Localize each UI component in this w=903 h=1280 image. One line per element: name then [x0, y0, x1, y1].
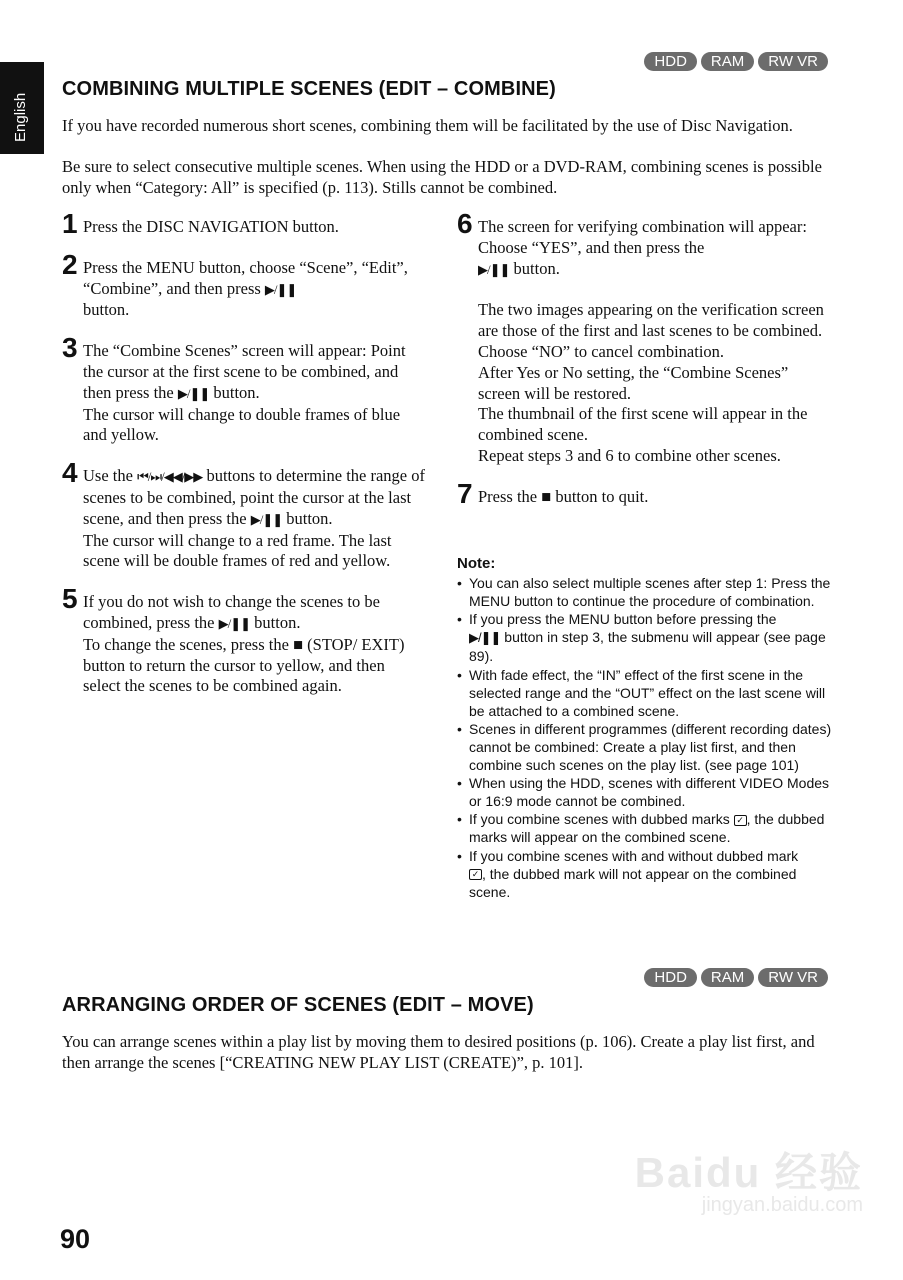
step-number: 3 [62, 332, 78, 364]
step-text: The “Combine Scenes” screen will appear: Point the cursor at the first scene to be combined, and then press the [83, 341, 406, 402]
step-text: The cursor will change to double frames of blue and yellow. [83, 404, 401, 445]
watermark-url: jingyan.baidu.com [701, 1194, 863, 1216]
step-text: If you do not wish to change the scenes to be combined, press the [83, 592, 380, 632]
step-1 [62, 208, 426, 239]
skip-search-icons: ⏮/⏭/◀◀/▶▶ [137, 469, 203, 485]
note-item: • When using the HDD, scenes with different VIDEO Modes or 16:9 mode cannot be combined. [457, 774, 837, 810]
note-item: • With fade effect, the “IN” effect of the first scene in the selected range and the “OUT” effect on the last scene will be attached to a combined scene. [457, 666, 837, 720]
move-paragraph: You can arrange scenes within a play list by moving them to desired positions (p. 106). Create a play list first, and then arrange the scenes [“CREATING NEW PLAY LIST (CREATE)”, p. 101]. [62, 1032, 815, 1072]
badge-rw-vr: RW VR [758, 968, 828, 987]
badge-hdd: HDD [644, 968, 697, 987]
step-6 [457, 208, 832, 467]
page-number: 90 [60, 1224, 91, 1254]
step-2 [62, 248, 426, 321]
section-title-move: ARRANGING ORDER OF SCENES (EDIT – MOVE) [62, 994, 534, 1016]
note-item: • If you combine scenes with dubbed marks ✓ , the dubbed marks will appear on the combined scene. [457, 810, 837, 846]
intro-paragraph-1: If you have recorded numerous short scenes, combining them will be facilitated by the use of Disc Navigation. [62, 116, 793, 135]
step-7 [457, 477, 832, 509]
stop-icon: ■ [293, 634, 304, 654]
note-item: • You can also select multiple scenes after step 1: Press the MENU button to continue the procedure of combination. [457, 574, 837, 610]
note-item: • If you combine scenes with and without dubbed mark ✓ , the dubbed mark will not appear on the combined scene. [457, 847, 837, 901]
note-box [457, 555, 837, 901]
step-text: (STOP/ EXIT) button to return the cursor to yellow, and then select the scenes to be combined again. [83, 634, 405, 696]
step-number: 7 [457, 477, 473, 509]
format-badges-bottom [644, 968, 828, 987]
intro-paragraph-2: Be sure to select consecutive multiple scenes. When using the HDD or a DVD-RAM, combining scenes is possible only when “Category: All” is specified (p. 113). Stills cannot be combined. [62, 157, 822, 197]
steps-left-column [62, 208, 426, 717]
steps-right-column [457, 208, 832, 528]
step-text: Press the DISC NAVIGATION button. [83, 217, 339, 236]
step-5 [62, 583, 426, 697]
step-3 [62, 332, 426, 446]
step-text: Press the MENU button, choose “Scene”, “Edit”, “Combine”, and then press [83, 257, 408, 298]
step-number: 6 [457, 208, 473, 239]
section-title-combine: COMBINING MULTIPLE SCENES (EDIT – COMBINE) [62, 78, 556, 100]
step-4 [62, 457, 426, 572]
note-heading: Note: [457, 555, 496, 572]
stop-icon: ■ [541, 486, 552, 506]
step-text: The two images appearing on the verification screen are those of the first and last scenes to be combined. [478, 300, 824, 341]
step-text: Use the [83, 466, 133, 486]
step-text: Press the [478, 486, 538, 506]
step-number: 1 [62, 208, 78, 239]
format-badges-top [644, 52, 828, 71]
step-text: buttons to determine the range of scenes to be combined, point the cursor at the last scene, and then press the [83, 466, 425, 528]
step-text: After Yes or No setting, the “Combine Scenes” screen will be restored. [478, 362, 789, 403]
step-text: The thumbnail of the first scene will appear in the combined scene. [478, 404, 808, 445]
step-text: button. [286, 508, 333, 528]
step-text: Choose “NO” to cancel combination. [478, 341, 725, 361]
dubbed-mark-icon: ✓ [469, 869, 482, 880]
step-text: button. [83, 300, 130, 320]
step-text: Repeat steps 3 and 6 to combine other scenes. [478, 445, 781, 465]
watermark-brand: Baidu 经验 [634, 1149, 863, 1196]
play-pause-icon: ▶/❚❚ [218, 615, 251, 631]
dubbed-mark-icon: ✓ [734, 815, 747, 826]
play-pause-icon: ▶/❚❚ [469, 630, 501, 646]
language-tab-label: English [12, 92, 29, 142]
badge-hdd: HDD [644, 52, 697, 71]
watermark [635, 1140, 863, 1217]
step-text: To change the scenes, press the [83, 634, 289, 654]
badge-ram: RAM [701, 968, 754, 987]
step-text: The screen for verifying combination will appear: Choose “YES”, and then press the [478, 217, 807, 257]
step-text: button. [213, 382, 260, 402]
step-text: button. [513, 258, 560, 278]
note-item: • Scenes in different programmes (different recording dates) cannot be combined: Create a play list first, and then combine such scenes on the play list. (see page 101) [457, 720, 837, 774]
play-pause-icon: ▶/❚❚ [478, 261, 510, 277]
step-text: The cursor will change to a red frame. The last scene will be double frames of red and yellow. [83, 530, 392, 571]
note-item: • If you press the MENU button before pressing the ▶/❚❚ button in step 3, the submenu will appear (see page 89). [457, 610, 837, 665]
step-number: 2 [62, 248, 78, 280]
badge-rw-vr: RW VR [758, 52, 828, 71]
play-pause-icon: ▶/❚❚ [177, 385, 210, 401]
play-pause-icon: ▶/❚❚ [250, 511, 283, 527]
step-number: 5 [62, 583, 78, 615]
badge-ram: RAM [701, 52, 754, 71]
language-tab [0, 62, 44, 154]
step-text: button. [254, 612, 301, 632]
play-pause-icon: ▶/❚❚ [264, 281, 297, 297]
step-text: button to quit. [555, 486, 649, 506]
step-number: 4 [62, 457, 78, 489]
